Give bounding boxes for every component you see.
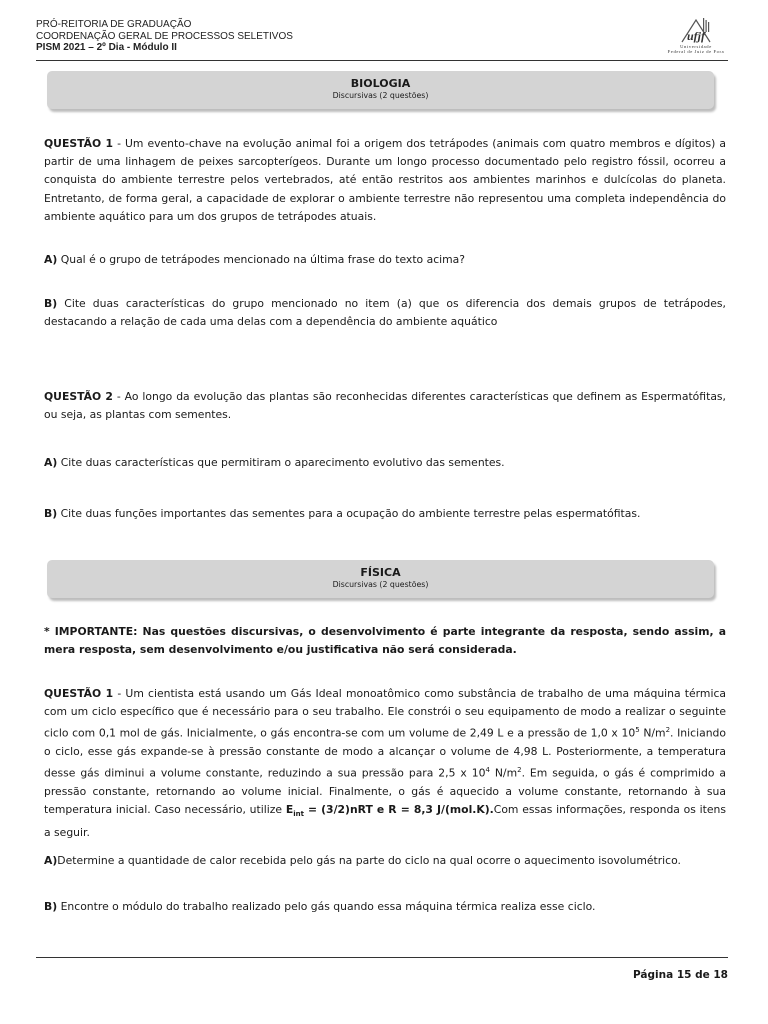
fisica-banner xyxy=(47,560,714,598)
biologia-subtitle: Discursivas (2 questões) xyxy=(332,91,429,100)
fis-q1-formula: = (3/2)nRT e R = 8,3 J/(mol.K). xyxy=(303,803,494,817)
logo-subtitle-2: Federal de Juiz de Fora xyxy=(667,49,725,54)
fisica-title: FÍSICA xyxy=(360,566,401,579)
footer-rule xyxy=(36,957,728,958)
bio-q2b-text: Cite duas funções importantes das sementes para a ocupação do ambiente terrestre pelas espermatófitas. xyxy=(57,507,641,520)
bio-q1-text: - Um evento-chave na evolução animal foi a origem dos tetrápodes (animais com quatro membros e dígitos) a partir de uma linhagem de peixes sarcopterígeos. Durante um longo processo documentado pelo registro fóssil, ocorreu a conquista do ambiente terrestre pelos vertebrados, até então restritos aos ambientes marinhos e dulcícolas do planeta. Entretanto, de forma geral, a capacidade de explorar o ambiente terrestre não representou uma completa independência do ambiente aquático para um dos grupos de tetrápodes atuais. xyxy=(44,137,726,223)
bio-q2-label: QUESTÃO 2 xyxy=(44,390,113,403)
fis-q1b-label: B) xyxy=(44,900,58,913)
biologia-banner xyxy=(47,71,714,109)
header-line-1: PRÓ-REITORIA DE GRADUAÇÃO xyxy=(36,19,192,30)
bio-question-1 xyxy=(44,135,726,226)
bio-q2-item-a xyxy=(44,454,726,472)
fis-q1-item-b xyxy=(44,898,726,916)
fis-q1-sup-2: 2 xyxy=(665,726,671,735)
bio-q1a-label: A) xyxy=(44,253,58,266)
ufjf-logo-icon xyxy=(676,16,716,44)
page-header xyxy=(36,19,293,54)
fis-question-1 xyxy=(44,685,726,842)
bio-q2a-text: Cite duas características que permitiram o aparecimento evolutivo das sementes. xyxy=(57,456,505,469)
ufjf-logo xyxy=(664,16,728,60)
fis-q1-label: QUESTÃO 1 xyxy=(44,687,114,700)
bio-q1b-label: B) xyxy=(44,297,58,310)
fisica-important-text: * IMPORTANTE: Nas questões discursivas, o desenvolvimento é parte integrante da resposta, sendo assim, a mera resposta, sem desenvolvimento e/ou justificativa não será considerada. xyxy=(44,625,726,657)
fis-q1a-text: Determine a quantidade de calor recebida pelo gás na parte do ciclo na qual ocorre o aquecimento isovolumétrico. xyxy=(57,854,681,867)
biologia-title: BIOLOGIA xyxy=(350,77,411,90)
logo-text: ufjf xyxy=(687,29,705,43)
fis-q1a-label: A) xyxy=(44,854,58,867)
fisica-important-note xyxy=(44,623,726,659)
bio-q2-text: - Ao longo da evolução das plantas são reconhecidas diferentes características que definem as Espermatófitas, ou seja, as plantas com sementes. xyxy=(44,390,726,422)
fis-q1-text-2: N/m xyxy=(639,727,666,740)
fis-q1-text-3: . Iniciando o ciclo, esse gás expande-se à pressão constante de modo a alcançar o volume de 4,98 L. Posteriormente, a temperatura desse gás diminui a volume constante, reduzindo a sua pressão para 2,5 x 10 xyxy=(44,727,727,780)
bio-q1-label: QUESTÃO 1 xyxy=(44,137,114,150)
header-rule xyxy=(36,60,728,61)
bio-q1-item-b xyxy=(44,295,726,331)
fisica-subtitle: Discursivas (2 questões) xyxy=(332,580,429,589)
bio-q2-item-b xyxy=(44,505,726,523)
fis-q1-sup-1: 5 xyxy=(635,726,640,735)
logo-subtitle-1: Universidade xyxy=(680,44,712,49)
fis-q1b-text: Encontre o módulo do trabalho realizado pelo gás quando essa máquina térmica realiza esse ciclo. xyxy=(57,900,596,913)
fis-q1-text-1: - Um cientista está usando um Gás Ideal monoatômico como substância de trabalho de uma máquina térmica com um ciclo específico que é necessário para o seu trabalho. Ele constrói o seu equipamento de modo a realizar o seguinte ciclo com 0,1 mol de gás. Inicialmente, o gás encontra-se com um volume de 2,49 L e a pressão de 1,0 x 10 xyxy=(44,687,726,740)
fis-q1-item-a xyxy=(44,852,726,870)
bio-q1b-text: Cite duas características do grupo mencionado no item (a) que os diferencia dos demais grupos de tetrápodes, destacando a relação de cada uma delas com a dependência do ambiente aquático xyxy=(44,297,726,329)
bio-q2b-label: B) xyxy=(44,507,58,520)
fis-q1-eint: E xyxy=(285,803,294,817)
fis-q1-sup-3: 4 xyxy=(485,766,490,775)
bio-q1-item-a xyxy=(44,251,726,269)
fis-q1-text-5: . Em seguida, o gás é comprimido a pressão constante, retornando ao volume inicial. Finalmente, o gás é aquecido a volume constante, retornando à sua temperatura inicial. Caso necessário, utilize xyxy=(44,767,726,817)
fis-q1-sup-4: 2 xyxy=(517,766,522,775)
bio-q2a-label: A) xyxy=(44,456,58,469)
header-line-2: COORDENAÇÃO GERAL DE PROCESSOS SELETIVOS xyxy=(36,30,293,42)
bio-q1a-text: Qual é o grupo de tetrápodes mencionado na última frase do texto acima? xyxy=(57,253,466,266)
fis-q1-text-4: N/m xyxy=(489,767,518,780)
header-line-3: PISM 2021 – 2º Dia - Módulo II xyxy=(36,42,177,53)
page-number: Página 15 de 18 xyxy=(632,969,728,981)
bio-question-2 xyxy=(44,388,726,424)
fis-q1-eint-sub: int xyxy=(293,810,304,819)
fis-q1-text-6: Com essas informações, responda os itens a seguir. xyxy=(44,803,726,839)
